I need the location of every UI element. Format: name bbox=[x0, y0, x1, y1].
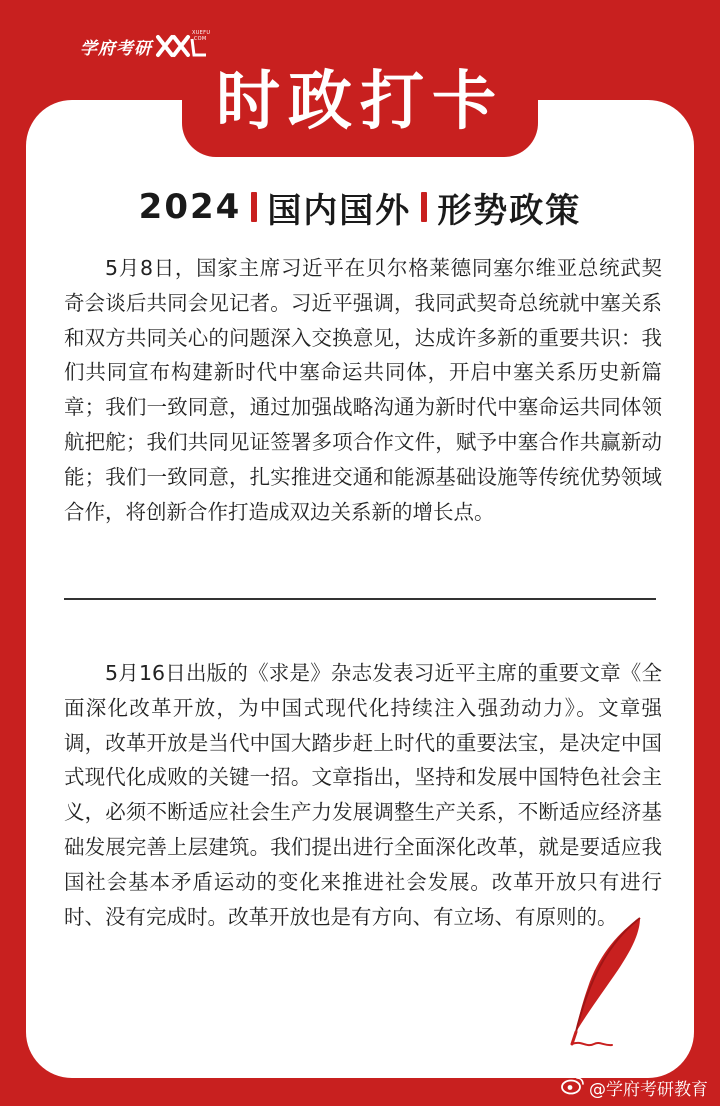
section-divider bbox=[64, 598, 656, 600]
logo-subtext: XUEFU .COM bbox=[192, 30, 211, 42]
subtitle-domestic-foreign: 国内国外 bbox=[267, 190, 412, 231]
article-paragraph-2: 5月16日出版的《求是》杂志发表习近平主席的重要文章《全面深化改革开放，为中国式现代化持续注入强劲动力》。文章强调，改革开放是当代中国大踏步赶上时代的重要法宝，是决定中国式现代化成败的关键一招。文章指出，坚持和发展中国特色社会主义，必须不断适应社会生产力发展调整生产关系，不断适应经济基础发展完善上层建筑。我们提出进行全面深化改革，就是要适应我国社会基本矛盾运动的变化来推进社会发展。改革开放只有进行时、没有完成时。改革开放也是有方向、有立场、有原则的。 bbox=[64, 661, 662, 929]
page-title: 时政打卡 bbox=[216, 65, 504, 139]
subtitle-separator bbox=[421, 192, 427, 222]
subtitle-policy: 形势政策 bbox=[437, 190, 582, 231]
article-paragraph-1: 5月8日，国家主席习近平在贝尔格莱德同塞尔维亚总统武契奇会谈后共同会见记者。习近平强调，我同武契奇总统就中塞关系和双方共同关心的问题深入交换意见，达成许多新的重要共识：我们共同宣布构建新时代中塞命运共同体，开启中塞关系历史新篇章；我们一致同意，通过加强战略沟通为新时代中塞命运共同体领航把舵；我们共同见证签署多项合作文件，赋予中塞合作共赢新动能；我们一致同意，扎实推进交通和能源基础设施等传统优势领域合作，将创新合作打造成双边关系新的增长点。 bbox=[64, 256, 662, 524]
quill-pen-icon bbox=[548, 912, 658, 1066]
weibo-icon bbox=[561, 1075, 585, 1100]
subtitle-separator bbox=[251, 192, 257, 222]
subtitle-year: 2024 bbox=[138, 187, 242, 227]
footer-watermark bbox=[561, 1072, 708, 1102]
watermark-text: @学府考研教育 bbox=[589, 1079, 708, 1100]
logo-text: 学府考研 bbox=[80, 38, 152, 59]
subtitle bbox=[100, 182, 620, 232]
